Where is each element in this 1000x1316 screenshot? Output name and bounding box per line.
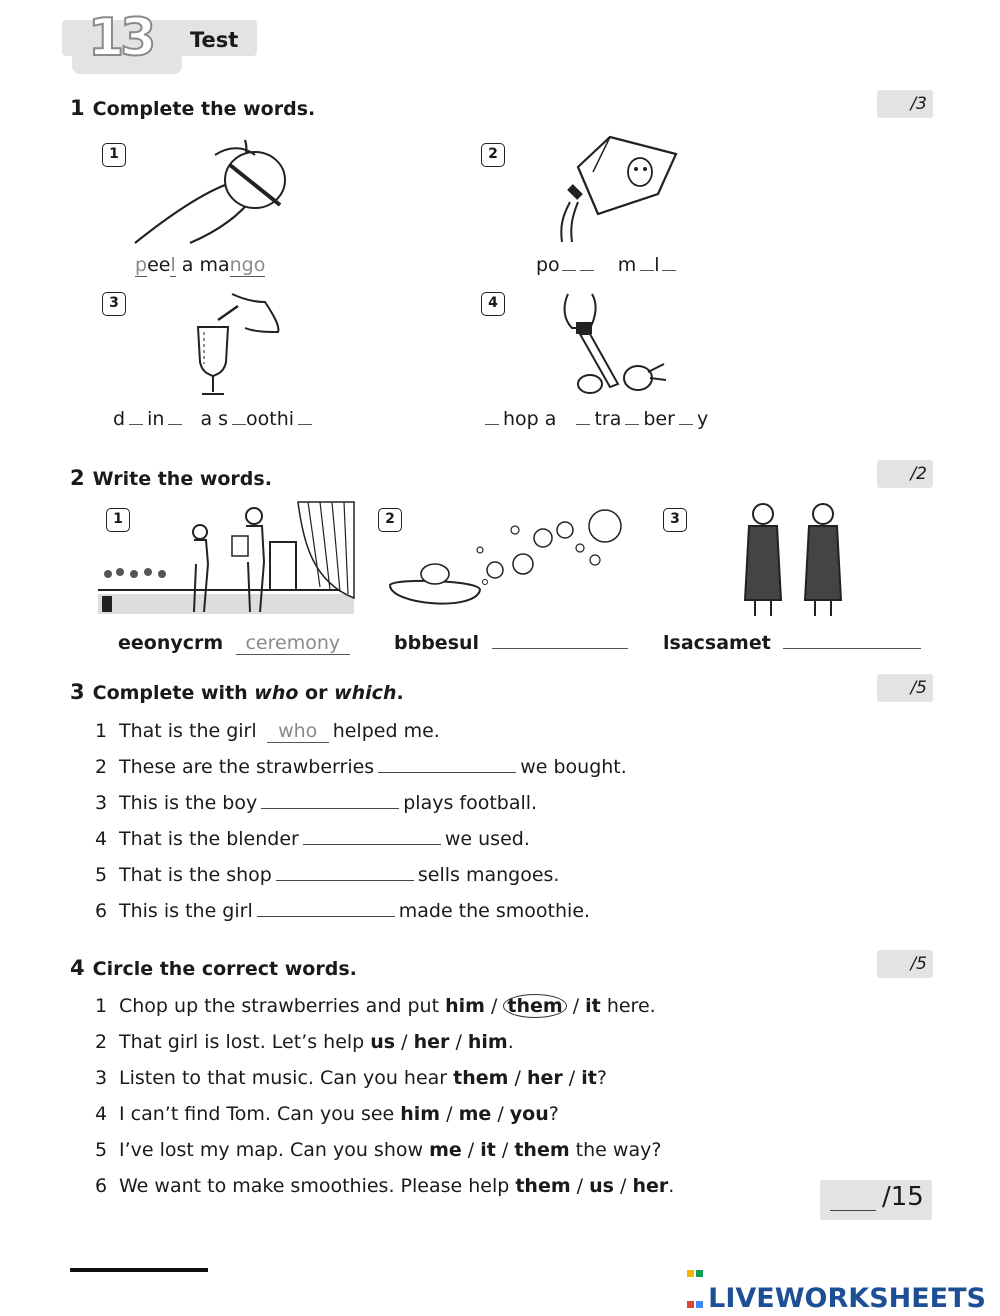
- s1-item4-number: 4: [481, 292, 505, 316]
- unit-number: 13: [88, 8, 153, 68]
- s3-sentence-5: 5 That is the shop sells mangoes.: [95, 864, 560, 886]
- s4-sentence-4: 4 I can’t find Tom. Can you see him / me / you?: [95, 1103, 559, 1125]
- s4-4-option-a[interactable]: him: [400, 1103, 441, 1125]
- s2-item3-number: 3: [663, 508, 687, 532]
- s1-item3-number: 3: [102, 292, 126, 316]
- s4-1-option-c[interactable]: it: [585, 995, 601, 1017]
- s4-sentence-6: 6 We want to make smoothies. Please help them / us / her.: [95, 1175, 675, 1197]
- s2-item2-word: bbbesul: [394, 632, 628, 654]
- total-score: /15: [882, 1182, 924, 1212]
- s4-sentence-3: 3 Listen to that music. Can you hear them / her / it?: [95, 1067, 607, 1089]
- s4-4-option-b[interactable]: me: [458, 1103, 492, 1125]
- section3-heading: 3 Complete with who or which.: [70, 680, 404, 704]
- s3-blank-4[interactable]: [303, 843, 441, 845]
- liveworksheets-logo-icon: [686, 1254, 706, 1274]
- s4-sentence-1: 1 Chop up the strawberries and put him / them / it here.: [95, 995, 656, 1017]
- total-score-blank[interactable]: [830, 1210, 876, 1211]
- section1-score: /3: [877, 90, 933, 118]
- bubbles-illustration: [385, 510, 630, 620]
- chop-strawberry-illustration: [560, 292, 670, 397]
- s3-sentence-3: 3 This is the boy plays football.: [95, 792, 538, 814]
- s4-sentence-2: 2 That girl is lost. Let’s help us / her / him.: [95, 1031, 514, 1053]
- s4-1-option-b[interactable]: them: [503, 994, 566, 1018]
- s3-blank-3[interactable]: [261, 807, 399, 809]
- ceremony-illustration: [98, 502, 354, 614]
- footer-rule: [70, 1268, 208, 1272]
- s4-2-option-b[interactable]: her: [413, 1031, 450, 1053]
- section3-score: /5: [877, 674, 933, 702]
- section2-heading: 2 Write the words.: [70, 466, 272, 490]
- s3-sentence-2: 2 These are the strawberries we bought.: [95, 756, 627, 778]
- s3-blank-5[interactable]: [276, 879, 414, 881]
- s4-1-option-a[interactable]: him: [445, 995, 485, 1017]
- s4-5-option-a[interactable]: me: [429, 1139, 462, 1161]
- s4-3-option-c[interactable]: it: [581, 1067, 597, 1089]
- s4-3-option-b[interactable]: her: [526, 1067, 563, 1089]
- s3-sentence-4: 4 That is the blender we used.: [95, 828, 530, 850]
- liveworksheets-logo: LIVEWORKSHEETS: [686, 1254, 986, 1314]
- drink-smoothie-illustration: [190, 292, 290, 397]
- s1-item2-number: 2: [481, 143, 505, 167]
- s4-3-option-a[interactable]: them: [453, 1067, 509, 1089]
- pour-milk-illustration: [548, 132, 678, 244]
- section2-score: /2: [877, 460, 933, 488]
- s1-item1-number: 1: [102, 143, 126, 167]
- s4-6-option-b[interactable]: us: [589, 1175, 614, 1197]
- s2-item3-word: lsacsamet: [663, 632, 921, 654]
- test-title: Test: [190, 28, 239, 52]
- section1-heading: 1 Complete the words.: [70, 96, 316, 120]
- section4-score: /5: [877, 950, 933, 978]
- s2-item2-number: 2: [378, 508, 402, 532]
- s1-item2-word: po m l: [536, 254, 676, 276]
- s2-item1-word: eeonycrm ceremony: [118, 632, 350, 655]
- s1-item4-word: hop a tra ber y: [485, 408, 708, 430]
- s4-6-option-c[interactable]: her: [632, 1175, 669, 1197]
- s4-5-option-c[interactable]: them: [514, 1139, 570, 1161]
- s4-2-option-c[interactable]: him: [467, 1031, 508, 1053]
- s1-item3-word: d in a s oothi: [113, 408, 312, 430]
- peel-mango-illustration: [130, 135, 300, 247]
- s2-item1-number: 1: [106, 508, 130, 532]
- s4-6-option-a[interactable]: them: [515, 1175, 571, 1197]
- s4-sentence-5: 5 I’ve lost my map. Can you show me / it / them the way?: [95, 1139, 662, 1161]
- classmates-illustration: [735, 500, 855, 618]
- s4-5-option-b[interactable]: it: [480, 1139, 496, 1161]
- s3-blank-2[interactable]: [378, 771, 516, 773]
- section4-heading: 4 Circle the correct words.: [70, 956, 357, 980]
- s3-blank-6[interactable]: [257, 915, 395, 917]
- s4-4-option-c[interactable]: you: [509, 1103, 549, 1125]
- s3-sentence-6: 6 This is the girl made the smoothie.: [95, 900, 591, 922]
- s4-2-option-a[interactable]: us: [370, 1031, 396, 1053]
- s3-sentence-1: 1 That is the girl who helped me.: [95, 720, 440, 742]
- s1-item1-word: peel a mango: [135, 254, 266, 276]
